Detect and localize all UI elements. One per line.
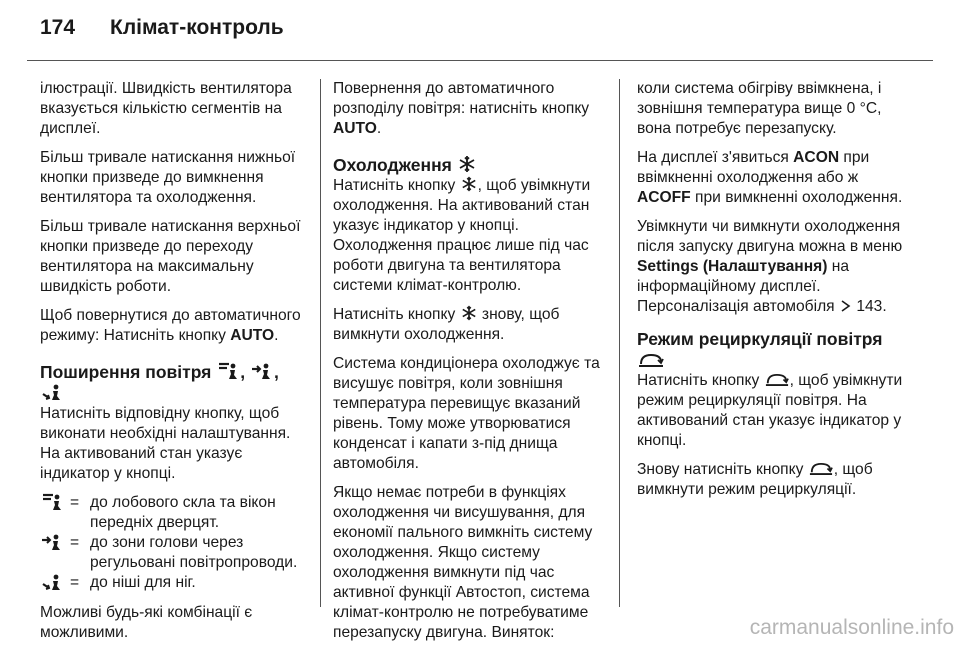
equals-sign: = xyxy=(70,494,80,511)
column-1 xyxy=(40,79,307,652)
air-head-icon xyxy=(251,362,273,380)
text: , щоб вимкнути режим рециркуляції. xyxy=(637,461,873,498)
text: . xyxy=(376,120,382,137)
air-feet-icon xyxy=(41,573,69,593)
paragraph: Натисніть відповідну кнопку, щоб виконати необхідні налаштування. На активований стан указує індикатор у кнопці. xyxy=(40,405,291,482)
paragraph: Можливі будь-які комбінації є можливими. xyxy=(40,604,253,641)
section-heading-recirculation xyxy=(637,329,904,371)
text: на інформаційному дисплеї. Персоналізація автомобіля xyxy=(637,258,850,315)
air-windscreen-icon xyxy=(41,493,69,533)
equals-sign: = xyxy=(70,534,80,551)
text: . xyxy=(882,298,887,315)
snowflake-icon xyxy=(461,176,477,192)
text: знову, щоб вимкнути охолодження. xyxy=(333,306,560,343)
header-rule xyxy=(27,60,933,61)
text: Щоб повернутися до автоматичного режиму: Натисніть кнопку xyxy=(40,307,301,344)
paragraph: коли система обігріву ввімкнена, і зовнішня температура вище 0 °C, вона потребує перезапуску. xyxy=(637,80,882,137)
snowflake-icon xyxy=(458,155,476,173)
column-2 xyxy=(333,79,600,652)
equals-sign: = xyxy=(70,574,80,591)
paragraph xyxy=(333,79,600,139)
page-title: Клімат-контроль xyxy=(110,16,284,39)
settings-menu-label: Settings (Налаштування) xyxy=(637,258,828,275)
watermark: carmanualsonline.info xyxy=(749,616,954,639)
heading-text: Режим рециркуляції повітря xyxy=(637,329,883,349)
paragraph xyxy=(637,148,904,208)
recirculation-icon xyxy=(809,461,833,476)
section-heading-air-distribution xyxy=(40,362,307,404)
definition-row xyxy=(40,493,307,533)
page-number: 174 xyxy=(40,16,76,39)
paragraph xyxy=(637,460,904,500)
paragraph xyxy=(333,176,600,296)
paragraph: Якщо немає потреби в функціях охолодження чи висушування, для економії пального вимкніть систему охолодження. Якщо систему охолодження вимкнути під час активної функції Автостоп, система клімат-контролю не потребуватиме перезапуску двигуна. Виняток: xyxy=(333,484,593,641)
page-reference: 143 xyxy=(856,298,883,315)
acon-label: ACON xyxy=(793,149,840,166)
air-feet-icon xyxy=(41,383,63,401)
paragraph xyxy=(637,371,904,451)
auto-button-label: AUTO xyxy=(230,327,275,344)
column-divider xyxy=(619,79,620,607)
auto-button-label: AUTO xyxy=(333,120,377,137)
text: , щоб увімкнути режим рециркуляції повітря. На активований стан указує індикатор у кнопці. xyxy=(637,372,903,449)
page-reference-arrow-icon xyxy=(840,299,851,313)
text: при ввімкненні охолодження або ж xyxy=(637,149,870,186)
acoff-label: ACOFF xyxy=(637,189,691,206)
air-head-icon xyxy=(41,533,69,573)
text: Увімкнути чи вимкнути охолодження після запуску двигуна можна в меню xyxy=(637,218,903,255)
snowflake-icon xyxy=(461,305,477,321)
recirculation-icon xyxy=(765,372,789,387)
paragraph: Система кондиціонера охолоджує та висушує повітря, коли зовнішня температура перевищує вказаний рівень. Тому може утворюватися конденсат і капати з-під днища автомобіля. xyxy=(333,355,600,472)
text: Повернення до автоматичного розподілу повітря: натисніть кнопку xyxy=(333,80,590,117)
paragraph: Більш тривале натискання верхньої кнопки призведе до переходу вентилятора на максимальну швидкість роботи. xyxy=(40,218,301,295)
text: при вимкненні охолодження. xyxy=(690,189,903,206)
text: Натисніть кнопку xyxy=(637,372,764,389)
definition-text: до ніші для ніг. xyxy=(90,574,196,591)
air-windscreen-icon xyxy=(217,362,239,380)
text: На дисплеї з'явиться xyxy=(637,149,794,166)
definition-text: до лобового скла та вікон передніх дверцят. xyxy=(90,494,276,531)
paragraph: Більш тривале натискання нижньої кнопки призведе до вимкнення вентилятора та охолодження. xyxy=(40,149,296,206)
heading-text: Охолодження xyxy=(333,155,452,175)
definition-row xyxy=(40,533,307,573)
heading-text: Поширення повітря xyxy=(40,362,212,382)
paragraph xyxy=(637,217,904,317)
definition-list xyxy=(40,493,307,593)
recirculation-icon xyxy=(638,352,664,368)
paragraph: ілюстрації. Швидкість вентилятора вказується кількістю сегментів на дисплеї. xyxy=(40,80,292,137)
page-header xyxy=(40,16,284,40)
text: Знову натисніть кнопку xyxy=(637,461,808,478)
column-3 xyxy=(637,79,904,509)
paragraph xyxy=(333,305,600,345)
section-heading-cooling xyxy=(333,155,600,176)
separator: , xyxy=(240,362,246,382)
definition-row xyxy=(40,573,307,593)
paragraph xyxy=(40,306,307,346)
definition-text: до зони голови через регульовані повітропроводи. xyxy=(90,534,298,571)
text: Натисніть кнопку xyxy=(333,177,460,194)
separator: , xyxy=(274,362,279,382)
text: , щоб увімкнути охолодження. На активований стан указує індикатор у кнопці. Охолодження працює лише під час роботи двигуна та вентилятора системи клімат-контролю. xyxy=(333,177,591,294)
column-divider xyxy=(320,79,321,607)
text: Натисніть кнопку xyxy=(333,306,460,323)
text: . xyxy=(274,327,279,344)
